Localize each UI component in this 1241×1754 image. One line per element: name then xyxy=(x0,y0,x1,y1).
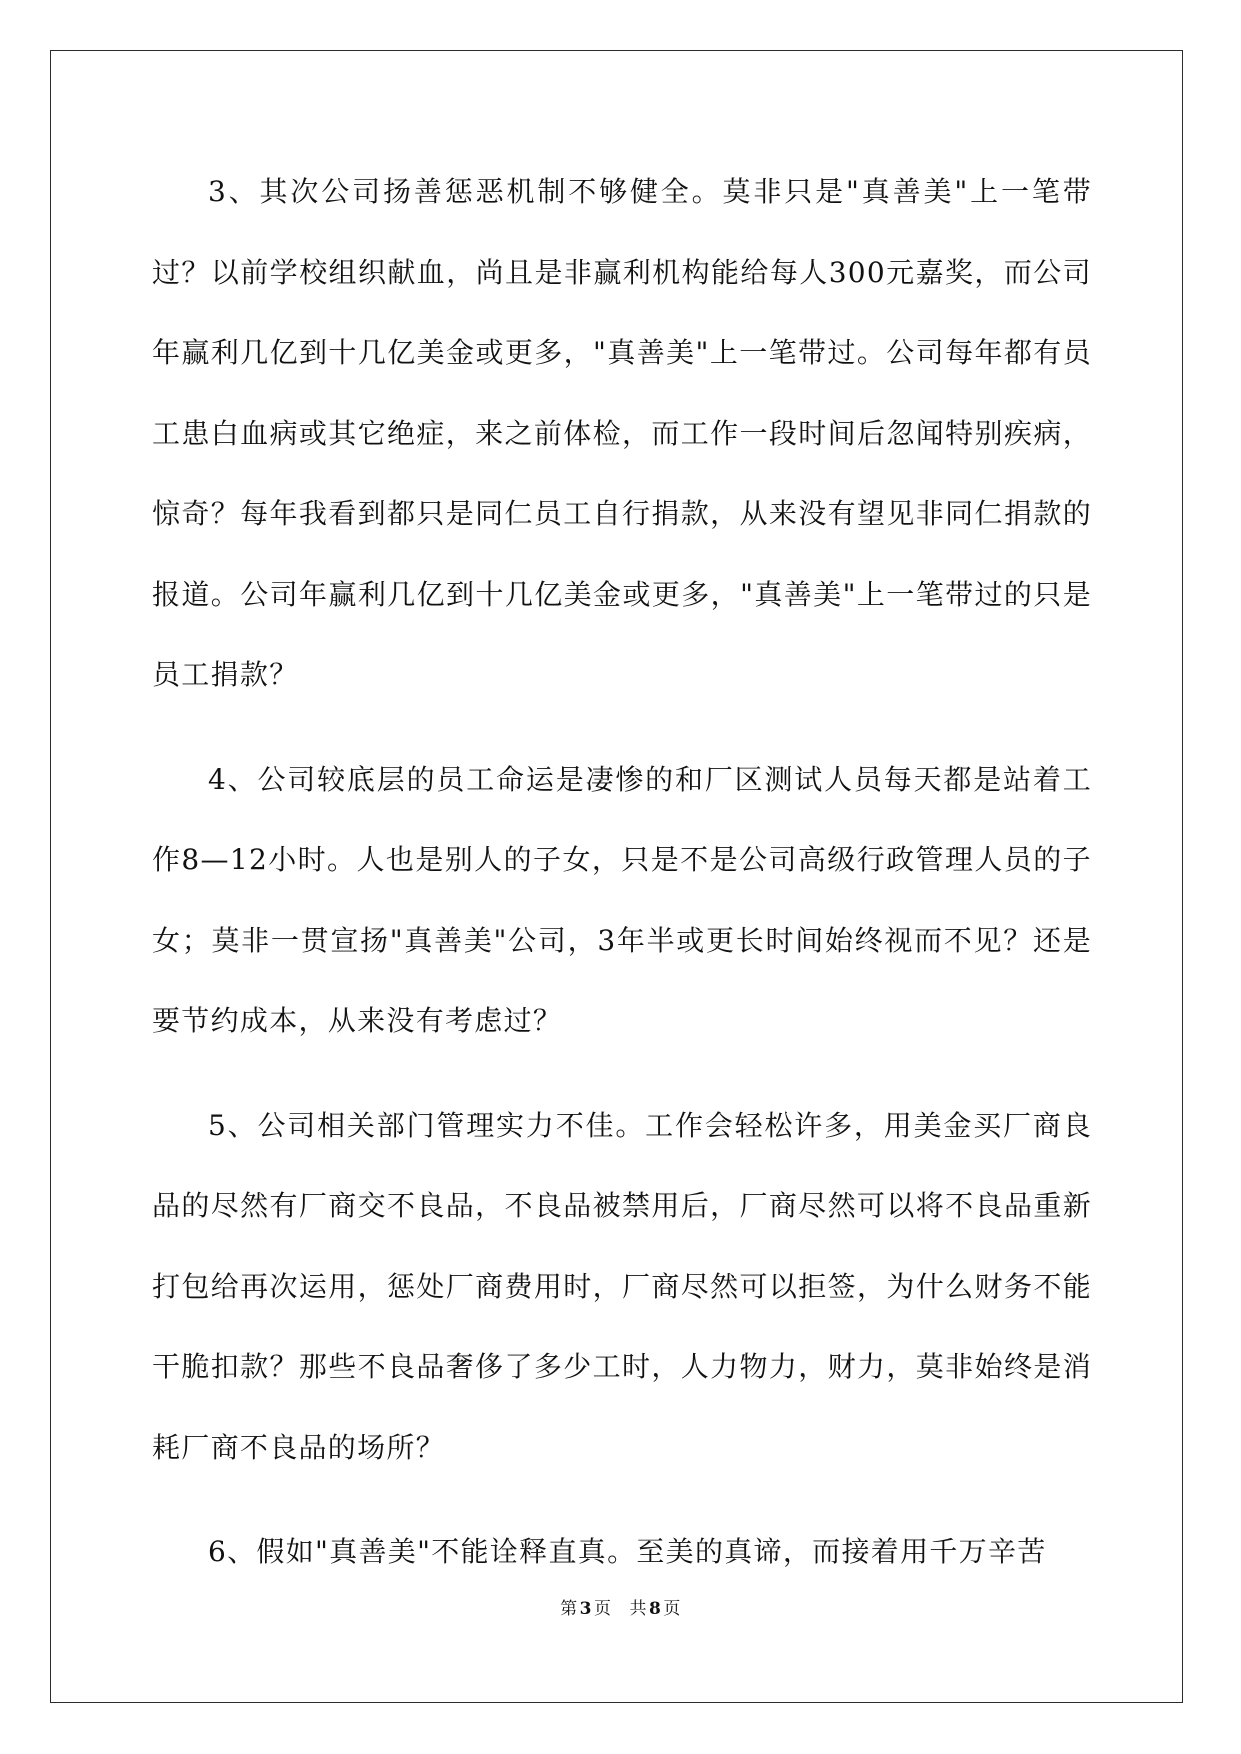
paragraph-5: 5、公司相关部门管理实力不佳。工作会轻松许多，用美金买厂商良品的尽然有厂商交不良品，不良品被禁用后，厂商尽然可以将不良品重新打包给再次运用，惩处厂商费用时，厂商尽然可以拒签，为什么财务不能干脆扣款？那些不良品奢侈了多少工时，人力物力，财力，莫非始终是消耗厂商不良品的场所？ xyxy=(152,1108,1092,1464)
total-pages: 8 xyxy=(649,1599,662,1619)
total-prefix: 共 xyxy=(629,1599,647,1619)
paragraph-4: 4、公司较底层的员工命运是凄惨的和厂区测试人员每天都是站着工作8—12小时。人也是别人的子女，只是不是公司高级行政管理人员的子女；莫非一贯宣扬"真善美"公司，3年半或更长时间始终视而不见？还是要节约成本，从来没有考虑过？ xyxy=(152,762,1092,1037)
page-number: 3 xyxy=(579,1599,592,1619)
paragraph-3: 3、其次公司扬善惩恶机制不够健全。莫非只是"真善美"上一笔带过？以前学校组织献血，尚且是非赢利机构能给每人300元嘉奖，而公司年赢利几亿到十几亿美金或更多，"真善美"上一笔带过。公司每年都有员工患白血病或其它绝症，来之前体检，而工作一段时间后忽闻特别疾病，惊奇？每年我看到都只是同仁员工自行捐款，从来没有望见非同仁捐款的报道。公司年赢利几亿到十几亿美金或更多，"真善美"上一笔带过的只是员工捐款？ xyxy=(152,175,1092,691)
total-unit: 页 xyxy=(663,1599,681,1619)
paragraph-6: 6、假如"真善美"不能诠释直真。至美的真谛，而接着用千万辛苦 xyxy=(208,1535,1047,1568)
document-body xyxy=(152,152,1092,1617)
page-prefix: 第 xyxy=(560,1599,578,1619)
page-footer xyxy=(0,1594,1241,1619)
page-unit: 页 xyxy=(594,1599,612,1619)
